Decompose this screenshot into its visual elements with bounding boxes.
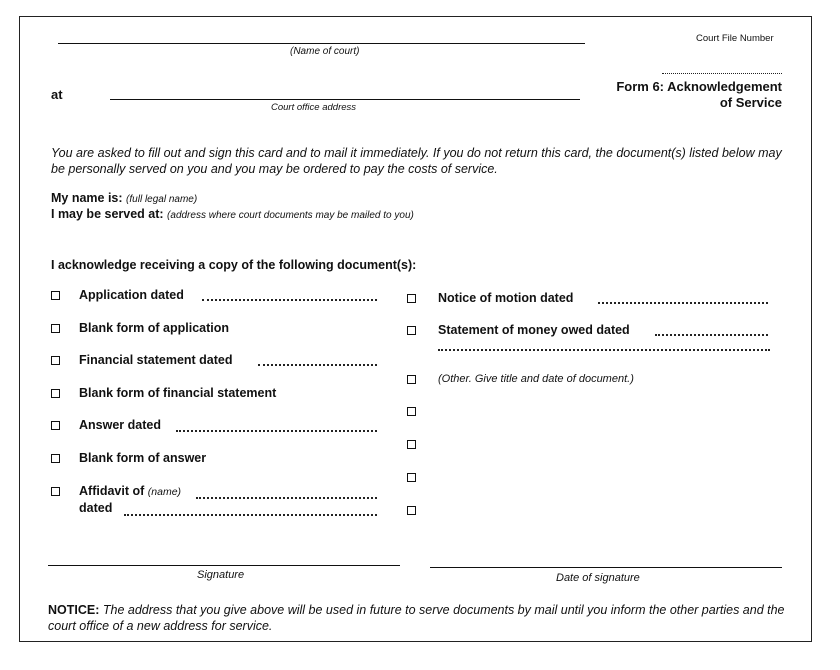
signature-label: Signature [197, 569, 245, 581]
answer-date-field[interactable] [176, 430, 377, 432]
served-row [51, 207, 414, 221]
acknowledgement-card [19, 16, 812, 642]
name-row [51, 191, 197, 205]
at-label: at [51, 87, 63, 102]
blank-application-checkbox[interactable] [51, 324, 60, 333]
affidavit-date-field[interactable] [124, 514, 377, 516]
acknowledge-heading: I acknowledge receiving a copy of the following document(s): [51, 258, 417, 272]
notice-of-motion-label: Notice of motion dated [438, 291, 574, 305]
date-of-signature-label: Date of signature [556, 572, 640, 584]
served-hint: (address where court documents may be mailed to you) [167, 210, 414, 221]
notice-text [48, 602, 788, 634]
other-document-hint: (Other. Give title and date of document.) [438, 373, 634, 385]
notice-body: The address that you give above will be used in future to serve documents by mail until you inform the other parties and the court office of a new address for service. [48, 603, 785, 633]
other-document-checkbox-1[interactable] [407, 375, 416, 384]
blank-answer-checkbox[interactable] [51, 454, 60, 463]
notice-of-motion-checkbox[interactable] [407, 294, 416, 303]
name-hint: (full legal name) [126, 194, 198, 205]
signature-line[interactable] [48, 565, 400, 566]
affidavit-name-field[interactable] [196, 497, 377, 499]
court-office-address-caption: Court office address [271, 102, 357, 113]
affidavit-of-label: Affidavit of [79, 484, 145, 498]
form-title-line2: of Service [719, 95, 782, 110]
financial-statement-date-field[interactable] [258, 364, 377, 366]
court-file-number-field[interactable] [662, 73, 782, 74]
other-document-checkbox-2[interactable] [407, 407, 416, 416]
affidavit-name-hint: (name) [147, 486, 182, 498]
application-date-field[interactable] [202, 299, 377, 301]
blank-answer-label: Blank form of answer [79, 451, 207, 465]
form-title-line1: Form 6: Acknowledgement [616, 79, 782, 94]
answer-checkbox[interactable] [51, 421, 60, 430]
money-owed-date-field-continued[interactable] [438, 349, 770, 351]
blank-financial-checkbox[interactable] [51, 389, 60, 398]
application-checkbox[interactable] [51, 291, 60, 300]
intro-text: You are asked to fill out and sign this card and to mail it immediately. If you do not return this card, the document(s) listed below may be personally served on you and you may be ordered to pay the costs of service. [51, 146, 782, 176]
affidavit-of-row [79, 484, 181, 498]
court-office-address-line[interactable] [110, 99, 580, 100]
application-dated-label: Application dated [79, 288, 184, 302]
money-owed-label: Statement of money owed dated [438, 323, 630, 337]
notice-of-motion-date-field[interactable] [598, 302, 768, 304]
other-document-checkbox-3[interactable] [407, 440, 416, 449]
blank-financial-statement-label: Blank form of financial statement [79, 386, 277, 400]
court-file-number-label: Court File Number [696, 33, 774, 44]
other-document-checkbox-4[interactable] [407, 473, 416, 482]
other-document-checkbox-5[interactable] [407, 506, 416, 515]
affidavit-dated-label: dated [79, 501, 113, 515]
blank-application-label: Blank form of application [79, 321, 230, 335]
financial-statement-dated-label: Financial statement dated [79, 353, 233, 367]
affidavit-checkbox[interactable] [51, 487, 60, 496]
answer-dated-label: Answer dated [79, 418, 161, 432]
form-title [616, 79, 782, 111]
court-name-line[interactable] [58, 43, 585, 44]
money-owed-date-field[interactable] [655, 334, 768, 336]
court-name-caption: (Name of court) [290, 46, 360, 57]
name-label: My name is: [51, 191, 123, 205]
notice-label: NOTICE: [48, 603, 100, 617]
date-of-signature-line[interactable] [430, 567, 782, 568]
financial-statement-checkbox[interactable] [51, 356, 60, 365]
money-owed-checkbox[interactable] [407, 326, 416, 335]
served-label: I may be served at: [51, 207, 164, 221]
